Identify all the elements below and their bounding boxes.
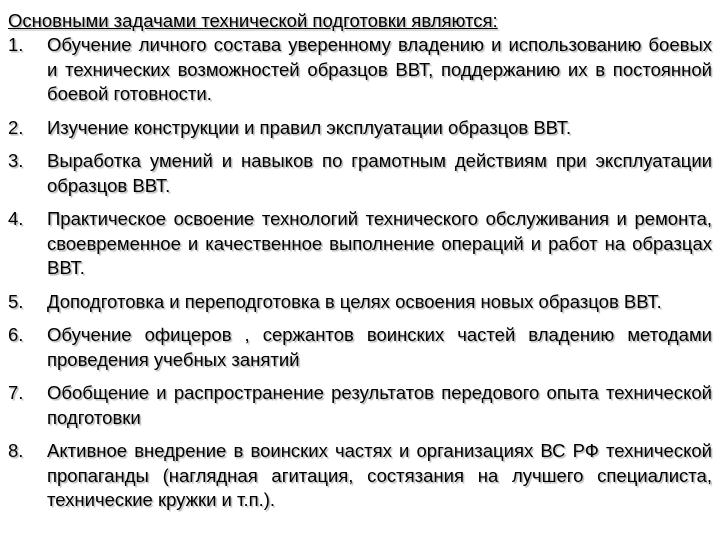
list-item-text: Выработка умений и навыков по грамотным действиям при эксплуатации образцов ВВТ. xyxy=(47,150,712,196)
list-item xyxy=(8,439,712,513)
list-item xyxy=(8,323,712,372)
list-item-number: 3. xyxy=(8,150,24,171)
list-item xyxy=(8,149,712,198)
list-item-text: Обучение офицеров , сержантов воинских частей владению методами проведения учебных занятий xyxy=(47,324,712,370)
list-item xyxy=(8,33,712,107)
tasks-list xyxy=(8,33,712,522)
list-item-number: 4. xyxy=(8,208,24,229)
list-item xyxy=(8,116,712,141)
list-item xyxy=(8,381,712,430)
list-item-number: 1. xyxy=(8,34,24,55)
list-item-text: Обучение личного состава уверенному владению и использованию боевых и технических возможностей образцов ВВТ, поддержанию их в постоянной боевой готовности. xyxy=(47,34,712,104)
list-item xyxy=(8,207,712,281)
list-item-number: 6. xyxy=(8,324,24,345)
list-item xyxy=(8,290,712,315)
slide-heading: Основными задачами технической подготовки являются: xyxy=(8,10,498,31)
list-item-number: 8. xyxy=(8,440,24,461)
list-item-text: Активное внедрение в воинских частях и организациях ВС РФ технической пропаганды (наглядная агитация, состязания на лучшего специалиста, технические кружки и т.п.). xyxy=(47,440,712,510)
list-item-number: 7. xyxy=(8,382,24,403)
list-item-text: Обобщение и распространение результатов передового опыта технической подготовки xyxy=(47,382,712,428)
list-item-text: Изучение конструкции и правил эксплуатации образцов ВВТ. xyxy=(47,116,572,138)
list-item-number: 5. xyxy=(8,290,24,312)
list-item-text: Практическое освоение технологий технического обслуживания и ремонта, своевременное и качественное выполнение операций и работ на образцах ВВТ. xyxy=(47,208,712,278)
list-item-text: Доподготовка и переподготовка в целях освоения новых образцов ВВТ. xyxy=(47,290,662,312)
list-item-number: 2. xyxy=(8,116,24,138)
